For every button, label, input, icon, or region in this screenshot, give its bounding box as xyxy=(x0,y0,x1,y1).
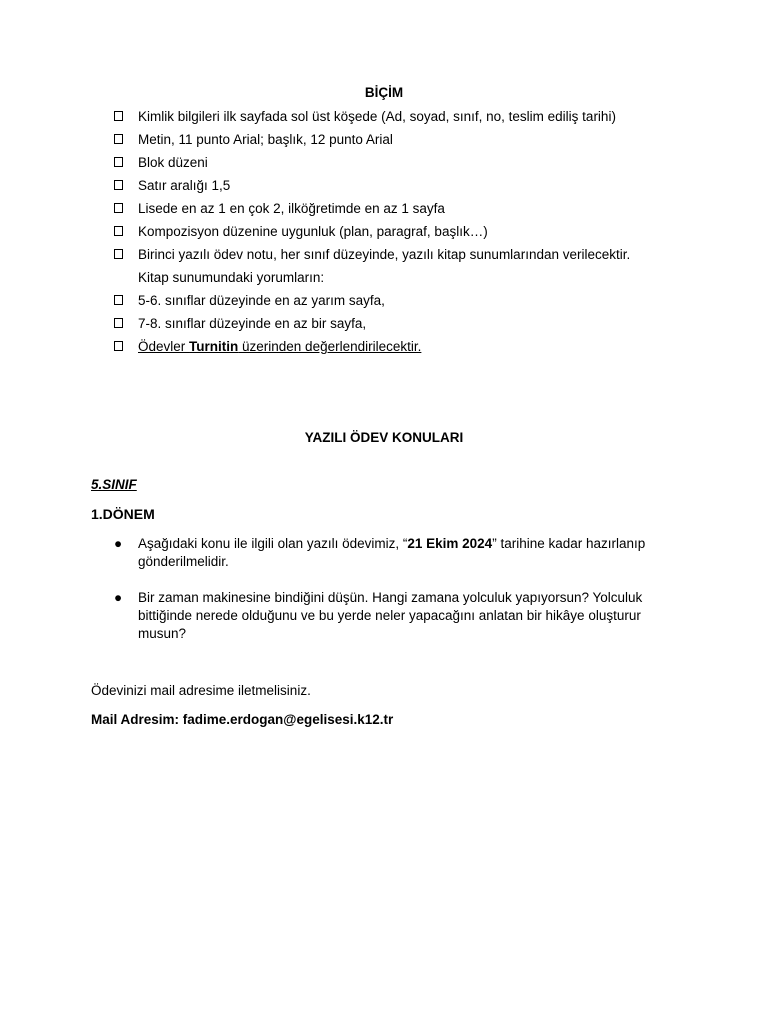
list-item: 7-8. sınıflar düzeyinde en az bir sayfa, xyxy=(114,315,630,338)
list-item xyxy=(114,589,674,643)
checkbox-icon xyxy=(114,249,123,259)
bullet-dot-icon: ● xyxy=(114,536,123,551)
list-item: Birinci yazılı ödev notu, her sınıf düzeyinde, yazılı kitap sunumlarından verilecektir. xyxy=(114,246,630,269)
checkbox-icon xyxy=(114,134,123,144)
list-item: Satır aralığı 1,5 xyxy=(114,177,630,200)
list-item: Blok düzeni xyxy=(114,154,630,177)
list-item: Lisede en az 1 en çok 2, ilköğretimde en az 1 sayfa xyxy=(114,200,630,223)
bullet-dot-icon: ● xyxy=(114,590,123,605)
essay-prompt: Bir zaman makinesine bindiğini düşün. Hangi zamana yolculuk yapıyorsun? Yolculuk bittiğinde nerede olduğunu ve bu yerde neler yapacağını anlatan bir hikâye oluşturur musun? xyxy=(138,590,643,641)
list-item: ● Aşağıdaki konu ile ilgili olan yazılı ödevimiz, “21 Ekim 2024” tarihine kadar hazırlanıp gönderilmelidir. xyxy=(114,536,646,569)
list-item: Kimlik bilgileri ilk sayfada sol üst köşede (Ad, soyad, sınıf, no, teslim ediliş tarihi) xyxy=(114,108,630,131)
list-item: Metin, 11 punto Arial; başlık, 12 punto Arial xyxy=(114,131,630,154)
checkbox-icon xyxy=(114,111,123,121)
checkbox-icon xyxy=(114,341,123,351)
list-subnote: Kitap sunumundaki yorumların: xyxy=(138,270,325,285)
list-item: Kompozisyon düzenine uygunluk (plan, paragraf, başlık…) xyxy=(114,223,630,246)
checkbox-icon xyxy=(114,180,123,190)
checkbox-icon xyxy=(114,226,123,236)
submission-note: Ödevinizi mail adresime iletmelisiniz. xyxy=(91,683,311,698)
checkbox-icon xyxy=(114,318,123,328)
list-item: 5-6. sınıflar düzeyinde en az yarım sayfa, xyxy=(114,292,630,315)
turnitin-note: Ödevler Turnitin üzerinden değerlendirilecektir. xyxy=(138,339,422,354)
checkbox-icon xyxy=(114,203,123,213)
format-checklist xyxy=(114,108,630,361)
format-title: BİÇİM xyxy=(364,85,404,100)
topics-title: YAZILI ÖDEV KONULARI xyxy=(304,430,464,445)
term-heading: 1.DÖNEM xyxy=(91,506,155,522)
checkbox-icon xyxy=(114,295,123,305)
checkbox-icon xyxy=(114,157,123,167)
list-item xyxy=(114,338,630,361)
due-date: 21 Ekim 2024 xyxy=(407,536,493,551)
mail-address: Mail Adresim: fadime.erdogan@egelisesi.k12.tr xyxy=(91,712,394,727)
class-heading: 5.SINIF xyxy=(91,477,137,492)
